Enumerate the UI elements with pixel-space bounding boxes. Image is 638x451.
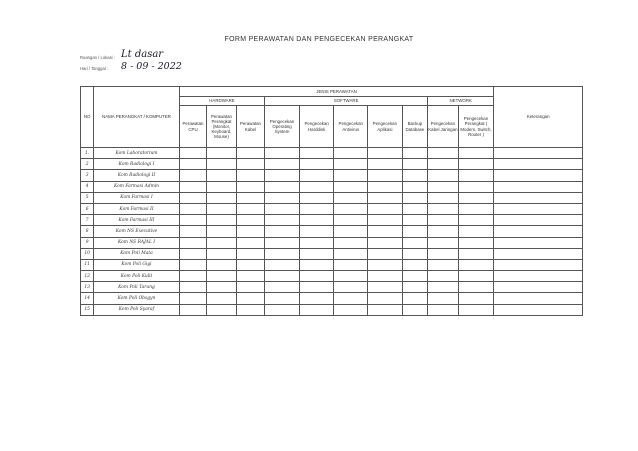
check-cell bbox=[402, 304, 427, 315]
check-cell bbox=[494, 148, 583, 159]
check-cell bbox=[428, 282, 459, 293]
row-device-name: Kom Poli Kulit bbox=[94, 271, 180, 282]
table-row bbox=[81, 159, 583, 170]
check-cell bbox=[402, 271, 427, 282]
check-cell bbox=[299, 282, 334, 293]
check-cell bbox=[494, 226, 583, 237]
table-body bbox=[81, 148, 583, 316]
check-cell bbox=[179, 181, 206, 192]
check-cell bbox=[458, 159, 494, 170]
check-cell bbox=[265, 293, 300, 304]
check-cell bbox=[207, 271, 237, 282]
check-cell bbox=[207, 148, 237, 159]
check-cell bbox=[236, 192, 265, 203]
row-number: 7 bbox=[81, 215, 94, 226]
check-cell bbox=[494, 293, 583, 304]
check-cell bbox=[236, 271, 265, 282]
check-cell bbox=[494, 237, 583, 248]
check-cell bbox=[494, 248, 583, 259]
check-cell bbox=[334, 215, 368, 226]
row-number: 3 bbox=[81, 170, 94, 181]
check-cell bbox=[179, 304, 206, 315]
check-cell bbox=[299, 304, 334, 315]
form-title: FORM PERAWATAN DAN PENGECEKAN PERANGKAT bbox=[224, 36, 414, 43]
check-cell bbox=[179, 282, 206, 293]
check-cell bbox=[458, 304, 494, 315]
check-cell bbox=[368, 170, 403, 181]
check-cell bbox=[207, 237, 237, 248]
check-cell bbox=[207, 226, 237, 237]
check-cell bbox=[402, 203, 427, 214]
check-cell bbox=[265, 192, 300, 203]
tanggal-label: Hari / Tanggal : bbox=[80, 66, 109, 71]
check-cell bbox=[458, 170, 494, 181]
check-cell bbox=[236, 259, 265, 270]
col-hw-perangkat: Perawatan Perangkat (Monitor, Keyboard, Mouse) bbox=[207, 106, 237, 148]
row-number: 6 bbox=[81, 203, 94, 214]
check-cell bbox=[402, 248, 427, 259]
check-cell bbox=[494, 170, 583, 181]
check-cell bbox=[299, 215, 334, 226]
table-row bbox=[81, 203, 583, 214]
check-cell bbox=[299, 159, 334, 170]
check-cell bbox=[368, 271, 403, 282]
check-cell bbox=[368, 226, 403, 237]
row-number: 11 bbox=[81, 259, 94, 270]
check-cell bbox=[428, 181, 459, 192]
check-cell bbox=[334, 304, 368, 315]
check-cell bbox=[334, 237, 368, 248]
check-cell bbox=[299, 293, 334, 304]
check-cell bbox=[368, 293, 403, 304]
check-cell bbox=[299, 259, 334, 270]
check-cell bbox=[207, 215, 237, 226]
check-cell bbox=[458, 271, 494, 282]
check-cell bbox=[368, 159, 403, 170]
check-cell bbox=[402, 226, 427, 237]
check-cell bbox=[334, 293, 368, 304]
check-cell bbox=[236, 170, 265, 181]
check-cell bbox=[368, 181, 403, 192]
check-cell bbox=[368, 203, 403, 214]
check-cell bbox=[458, 293, 494, 304]
row-device-name: Kom Laboratorium bbox=[94, 148, 180, 159]
check-cell bbox=[334, 159, 368, 170]
check-cell bbox=[334, 192, 368, 203]
check-cell bbox=[265, 282, 300, 293]
row-number: 8 bbox=[81, 226, 94, 237]
check-cell bbox=[428, 259, 459, 270]
check-cell bbox=[179, 203, 206, 214]
check-cell bbox=[494, 304, 583, 315]
ruangan-label: Ruangan / Lokasi : bbox=[80, 55, 115, 60]
row-device-name: Kom Farmasi I bbox=[94, 192, 180, 203]
check-cell bbox=[334, 248, 368, 259]
check-cell bbox=[299, 170, 334, 181]
row-number: 12 bbox=[81, 271, 94, 282]
row-device-name: Kom NS Executive bbox=[94, 226, 180, 237]
row-number: 15 bbox=[81, 304, 94, 315]
check-cell bbox=[265, 226, 300, 237]
check-cell bbox=[236, 226, 265, 237]
check-cell bbox=[299, 226, 334, 237]
col-sw-backup: Backup Database bbox=[402, 106, 427, 148]
check-cell bbox=[428, 159, 459, 170]
check-cell bbox=[428, 304, 459, 315]
check-cell bbox=[402, 170, 427, 181]
check-cell bbox=[368, 148, 403, 159]
check-cell bbox=[458, 248, 494, 259]
check-cell bbox=[458, 237, 494, 248]
check-cell bbox=[494, 192, 583, 203]
col-keterangan: Keterangan bbox=[494, 87, 583, 148]
check-cell bbox=[402, 192, 427, 203]
check-cell bbox=[179, 271, 206, 282]
row-number: 14 bbox=[81, 293, 94, 304]
check-cell bbox=[236, 181, 265, 192]
check-cell bbox=[207, 304, 237, 315]
check-cell bbox=[265, 148, 300, 159]
check-cell bbox=[236, 237, 265, 248]
col-sw-os: Pengecekan Operating System bbox=[265, 106, 300, 148]
check-cell bbox=[207, 192, 237, 203]
check-cell bbox=[265, 237, 300, 248]
check-cell bbox=[265, 203, 300, 214]
table-row bbox=[81, 293, 583, 304]
row-device-name: Kom Farmasi Admin bbox=[94, 181, 180, 192]
row-number: 10 bbox=[81, 248, 94, 259]
table-row bbox=[81, 304, 583, 315]
check-cell bbox=[265, 181, 300, 192]
check-cell bbox=[494, 259, 583, 270]
check-cell bbox=[207, 259, 237, 270]
col-hw-kabel: Perawatan Kabel bbox=[236, 106, 265, 148]
row-number: 9 bbox=[81, 237, 94, 248]
check-cell bbox=[236, 215, 265, 226]
col-no: NO bbox=[81, 87, 94, 148]
check-cell bbox=[179, 159, 206, 170]
check-cell bbox=[334, 170, 368, 181]
check-cell bbox=[299, 148, 334, 159]
col-nw-kabel: Pengecekan Kabel Jaringan bbox=[428, 106, 459, 148]
check-cell bbox=[458, 215, 494, 226]
check-cell bbox=[368, 282, 403, 293]
check-cell bbox=[265, 304, 300, 315]
check-cell bbox=[428, 293, 459, 304]
group-jenis: JENIS PERAWATAN bbox=[179, 87, 494, 97]
check-cell bbox=[494, 282, 583, 293]
check-cell bbox=[402, 237, 427, 248]
row-device-name: Kom NS RAJAL I bbox=[94, 237, 180, 248]
check-cell bbox=[265, 271, 300, 282]
check-cell bbox=[458, 203, 494, 214]
check-cell bbox=[494, 159, 583, 170]
check-cell bbox=[334, 181, 368, 192]
col-sw-aplikasi: Pengecekan Aplikasi bbox=[368, 106, 403, 148]
table-row bbox=[81, 237, 583, 248]
check-cell bbox=[494, 215, 583, 226]
check-cell bbox=[265, 248, 300, 259]
check-cell bbox=[236, 148, 265, 159]
check-cell bbox=[402, 181, 427, 192]
check-cell bbox=[299, 192, 334, 203]
row-device-name: Kom Poli Syaraf bbox=[94, 304, 180, 315]
check-cell bbox=[207, 181, 237, 192]
col-sw-harddisk: Pengecekan Harddisk bbox=[299, 106, 334, 148]
row-device-name: Kom Poli Obsgyn bbox=[94, 293, 180, 304]
check-cell bbox=[368, 192, 403, 203]
table-row bbox=[81, 226, 583, 237]
table-row bbox=[81, 271, 583, 282]
check-cell bbox=[299, 271, 334, 282]
check-cell bbox=[368, 237, 403, 248]
check-cell bbox=[428, 148, 459, 159]
check-cell bbox=[428, 170, 459, 181]
check-cell bbox=[207, 170, 237, 181]
check-cell bbox=[402, 148, 427, 159]
check-cell bbox=[236, 304, 265, 315]
check-cell bbox=[334, 226, 368, 237]
tanggal-value: 8 - 09 - 2022 bbox=[121, 61, 182, 72]
check-cell bbox=[236, 282, 265, 293]
check-cell bbox=[265, 259, 300, 270]
check-cell bbox=[299, 203, 334, 214]
check-cell bbox=[494, 203, 583, 214]
check-cell bbox=[368, 304, 403, 315]
check-cell bbox=[458, 181, 494, 192]
check-cell bbox=[207, 203, 237, 214]
check-cell bbox=[179, 226, 206, 237]
col-nw-perangkat: Pengecekan Perangkat ( Modem, Switch, Router ) bbox=[458, 106, 494, 148]
check-cell bbox=[334, 203, 368, 214]
row-device-name: Kom Poli Gigi bbox=[94, 259, 180, 270]
table-row bbox=[81, 192, 583, 203]
row-device-name: Kom Radiologi I bbox=[94, 159, 180, 170]
ruangan-value: Lt dasar bbox=[121, 49, 164, 60]
check-cell bbox=[428, 248, 459, 259]
row-device-name: Kom Poli Mata bbox=[94, 248, 180, 259]
check-cell bbox=[299, 248, 334, 259]
table-row bbox=[81, 181, 583, 192]
check-cell bbox=[179, 215, 206, 226]
check-cell bbox=[494, 271, 583, 282]
check-cell bbox=[428, 226, 459, 237]
check-cell bbox=[265, 170, 300, 181]
check-cell bbox=[368, 215, 403, 226]
check-cell bbox=[458, 226, 494, 237]
group-network: NETWORK bbox=[428, 97, 494, 106]
check-cell bbox=[428, 192, 459, 203]
check-cell bbox=[402, 215, 427, 226]
row-number: 13 bbox=[81, 282, 94, 293]
check-cell bbox=[179, 192, 206, 203]
table-row bbox=[81, 215, 583, 226]
check-cell bbox=[179, 293, 206, 304]
table-row bbox=[81, 148, 583, 159]
check-cell bbox=[179, 170, 206, 181]
row-device-name: Kom Farmasi II bbox=[94, 203, 180, 214]
check-cell bbox=[458, 282, 494, 293]
table-row bbox=[81, 259, 583, 270]
check-cell bbox=[494, 181, 583, 192]
check-cell bbox=[207, 248, 237, 259]
check-cell bbox=[402, 259, 427, 270]
check-cell bbox=[428, 237, 459, 248]
group-software: SOFTWARE bbox=[265, 97, 428, 106]
check-cell bbox=[334, 271, 368, 282]
check-cell bbox=[207, 282, 237, 293]
check-cell bbox=[402, 293, 427, 304]
col-hw-cpu: Perawatan CPU bbox=[179, 106, 206, 148]
check-cell bbox=[428, 203, 459, 214]
row-device-name: Kom Radiologi II bbox=[94, 170, 180, 181]
check-cell bbox=[428, 271, 459, 282]
check-cell bbox=[428, 215, 459, 226]
check-cell bbox=[402, 282, 427, 293]
check-cell bbox=[334, 282, 368, 293]
check-cell bbox=[236, 248, 265, 259]
check-cell bbox=[265, 215, 300, 226]
check-cell bbox=[265, 159, 300, 170]
col-sw-antivirus: Pengecekan Antivirus bbox=[334, 106, 368, 148]
check-cell bbox=[179, 259, 206, 270]
check-cell bbox=[368, 248, 403, 259]
check-cell bbox=[207, 293, 237, 304]
check-cell bbox=[179, 148, 206, 159]
row-number: 1. bbox=[81, 148, 94, 159]
check-cell bbox=[458, 148, 494, 159]
check-cell bbox=[299, 181, 334, 192]
check-cell bbox=[458, 259, 494, 270]
check-cell bbox=[402, 159, 427, 170]
table-row bbox=[81, 282, 583, 293]
check-cell bbox=[236, 203, 265, 214]
maintenance-table bbox=[80, 86, 583, 316]
check-cell bbox=[179, 248, 206, 259]
row-device-name: Kom Farmasi III bbox=[94, 215, 180, 226]
check-cell bbox=[207, 159, 237, 170]
check-cell bbox=[458, 192, 494, 203]
row-device-name: Kom Poli Tarung bbox=[94, 282, 180, 293]
check-cell bbox=[236, 159, 265, 170]
row-number: 5 bbox=[81, 192, 94, 203]
row-number: 4 bbox=[81, 181, 94, 192]
check-cell bbox=[236, 293, 265, 304]
table-row bbox=[81, 248, 583, 259]
check-cell bbox=[368, 259, 403, 270]
col-nama: NAMA PERANGKAT / KOMPUTER bbox=[94, 87, 180, 148]
group-hardware: HARDWARE bbox=[179, 97, 265, 106]
row-number: 2 bbox=[81, 159, 94, 170]
check-cell bbox=[179, 237, 206, 248]
table-row bbox=[81, 170, 583, 181]
check-cell bbox=[299, 237, 334, 248]
check-cell bbox=[334, 259, 368, 270]
check-cell bbox=[334, 148, 368, 159]
